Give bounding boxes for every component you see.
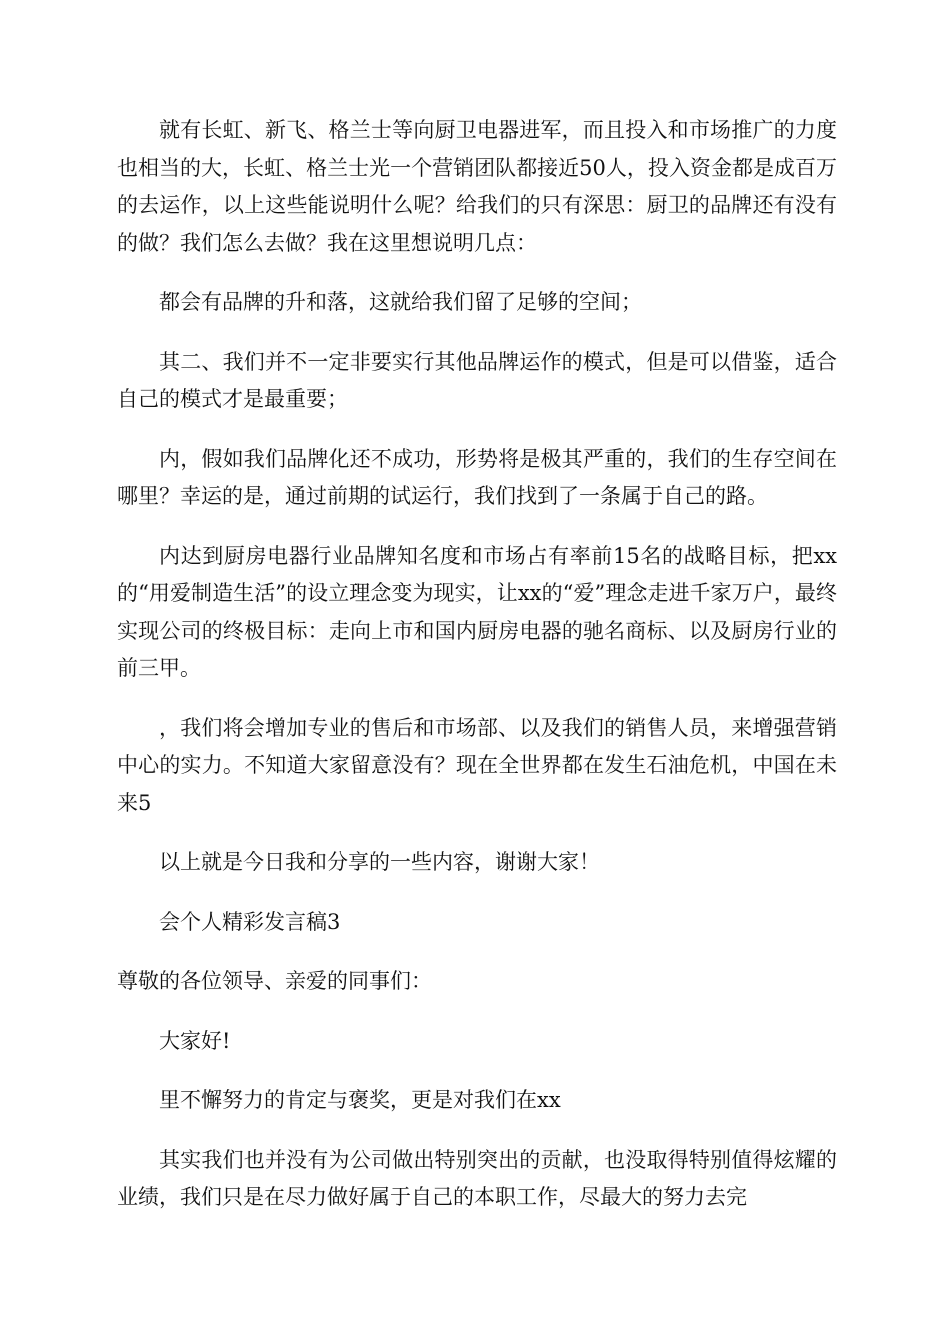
paragraph-brand-rise-fall: 都会有品牌的升和落，这就给我们留了足够的空间； [159,290,642,314]
paragraph-point-two: 其二、我们并不一定非要实行其他品牌运作的模式，但是可以借鉴，适合自己的模式才是最重要； [117,349,837,411]
paragraph-strategic-goal: 内达到厨房电器行业品牌知名度和市场占有率前15名的战略目标，把xx的“用爱制造生活”的设立理念变为现实，让xx的“爱”理念走进千家万户，最终实现公司的终极目标：走向上市和国内厨房电器的驰名商标、以及厨房行业的前三甲。 [117,543,837,680]
greeting: 大家好! [159,1028,231,1053]
paragraph-sales-center: ，我们将会增加专业的售后和市场部、以及我们的销售人员，来增强营销中心的实力。不知道大家留意没有？现在全世界都在发生石油危机，中国在未来5 [117,715,837,815]
paragraph-brand-entry: 就有长虹、新飞、格兰士等向厨卫电器进军，而且投入和市场推广的力度也相当的大，长虹、格兰士光一个营销团队都接近50人，投入资金都是成百万的去运作，以上这些能说明什么呢？给我们的只有深思：厨卫的品牌还有没有的做？我们怎么去做？我在这里想说明几点： [117,118,837,255]
salutation: 尊敬的各位领导、亲爱的同事们： [117,969,432,993]
section-heading: 会个人精彩发言稿3 [159,909,341,934]
paragraph-contribution: 其实我们也并没有为公司做出特别突出的贡献，也没取得特别值得炫耀的业绩，我们只是在尽力做好属于自己的本职工作，尽最大的努力去完 [117,1147,837,1209]
paragraph-thanks: 以上就是今日我和分享的一些内容，谢谢大家！ [159,850,600,874]
document-page [117,112,837,1239]
paragraph-survival-space: 内，假如我们品牌化还不成功，形势将是极其严重的，我们的生存空间在哪里？幸运的是，通过前期的试运行，我们找到了一条属于自己的路。 [117,446,837,508]
paragraph-recognition: 里不懈努力的肯定与褒奖，更是对我们在xx [159,1088,561,1112]
